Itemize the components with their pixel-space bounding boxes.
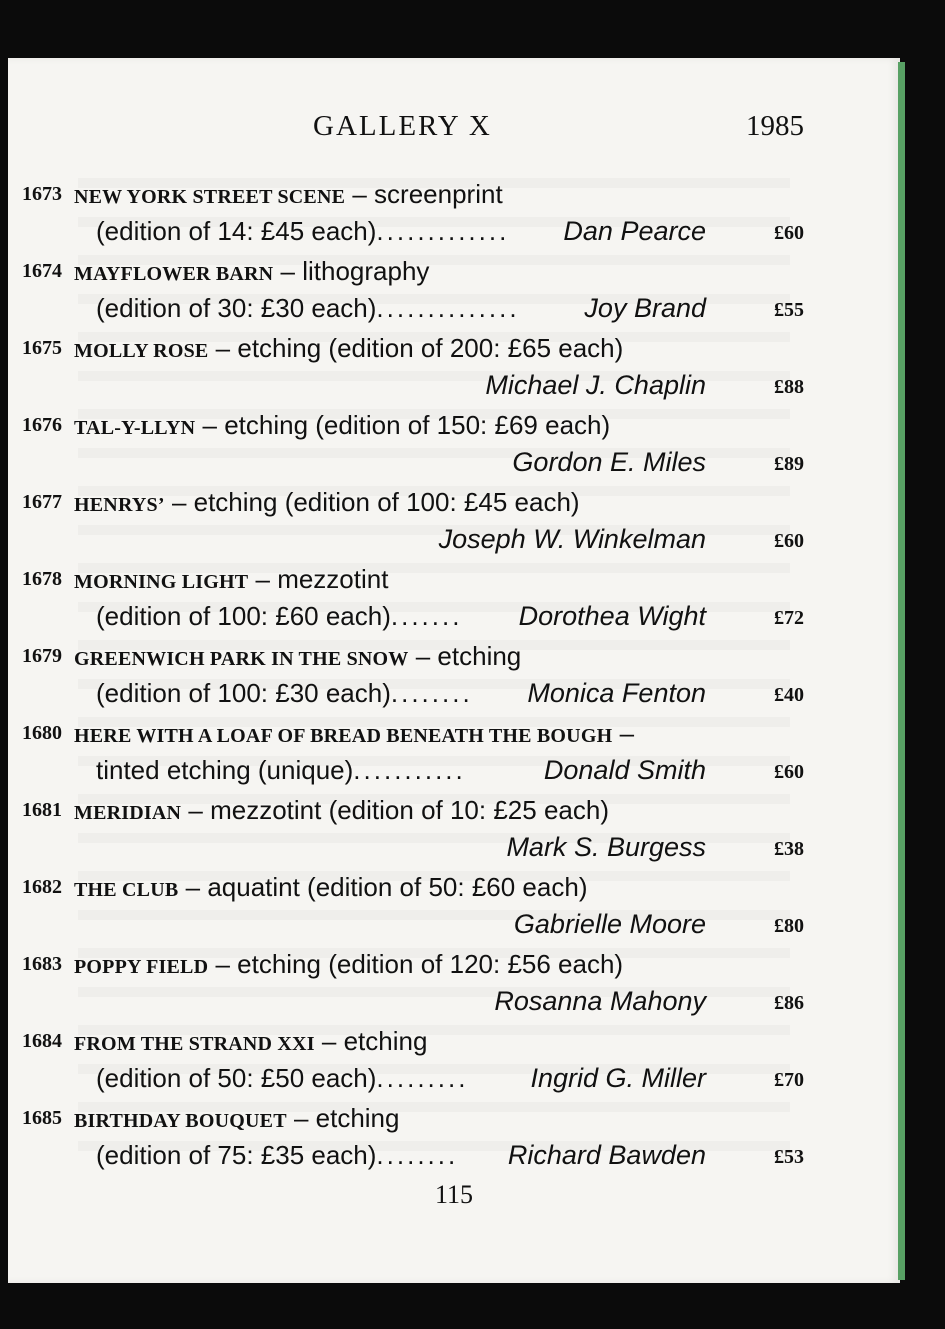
artist-name: Donald Smith — [543, 755, 706, 785]
artwork-title: MORNING LIGHT — [74, 571, 249, 593]
entry-detail-line — [8, 906, 900, 943]
artist-name: Dorothea Wight — [518, 601, 706, 631]
leader-dots: ....... — [390, 601, 463, 631]
price: £55 — [774, 299, 804, 321]
catalogue-entry — [8, 715, 900, 789]
price: £40 — [774, 684, 804, 706]
entry-title-line — [8, 561, 900, 598]
catalogue-entry — [8, 561, 900, 635]
price: £70 — [774, 1069, 804, 1091]
medium-description: – lithography — [273, 256, 430, 286]
leader-dots: .............. — [376, 293, 520, 323]
lot-number: 1683 — [22, 953, 62, 975]
entry-detail-line — [8, 290, 900, 327]
catalogue-page — [8, 58, 900, 1283]
medium-description: – etching — [286, 1103, 400, 1133]
catalogue-entry — [8, 176, 900, 250]
lot-number: 1676 — [22, 414, 62, 436]
lot-number: 1682 — [22, 876, 62, 898]
artwork-title: BIRTHDAY BOUQUET — [74, 1110, 287, 1132]
medium-description: – etching — [408, 641, 522, 671]
medium-description: – etching — [314, 1026, 428, 1056]
lot-number: 1685 — [22, 1107, 62, 1129]
entry-detail-line — [8, 521, 900, 558]
leader-dots: ......... — [376, 1063, 469, 1093]
lot-number: 1680 — [22, 722, 62, 744]
artwork-title: NEW YORK STREET SCENE — [74, 186, 346, 208]
medium-description: – etching (edition of 200: £65 each) — [208, 333, 624, 363]
catalogue-entry — [8, 330, 900, 404]
artwork-title: FROM THE STRAND XXI — [74, 1033, 315, 1055]
price: £60 — [774, 530, 804, 552]
price: £38 — [774, 838, 804, 860]
artist-name: Richard Bawden — [507, 1140, 706, 1170]
entry-detail-line — [8, 444, 900, 481]
lot-number: 1673 — [22, 183, 62, 205]
price: £60 — [774, 222, 804, 244]
price: £80 — [774, 915, 804, 937]
catalogue-entry — [8, 1023, 900, 1097]
catalogue-entry — [8, 638, 900, 712]
artwork-title: HENRYS’ — [74, 494, 165, 516]
catalogue-entries — [8, 176, 900, 1177]
medium-description: – etching (edition of 120: £56 each) — [208, 949, 624, 979]
lot-number: 1678 — [22, 568, 62, 590]
medium-description: – aquatint (edition of 50: £60 each) — [178, 872, 588, 902]
entry-title-line — [8, 176, 900, 213]
artist-name: Mark S. Burgess — [506, 832, 706, 862]
page-header — [8, 110, 900, 146]
artist-name: Gabrielle Moore — [513, 909, 706, 939]
catalogue-entry — [8, 792, 900, 866]
artwork-title: HERE WITH A LOAF OF BREAD BENEATH THE BOUGH — [74, 725, 613, 747]
medium-description: – — [612, 718, 635, 748]
lot-number: 1677 — [22, 491, 62, 513]
entry-detail-line — [8, 598, 900, 635]
artist-name: Joseph W. Winkelman — [438, 524, 706, 554]
entry-title-line — [8, 869, 900, 906]
artist-name: Ingrid G. Miller — [530, 1063, 706, 1093]
page-number: 115 — [434, 1180, 474, 1209]
price: £89 — [774, 453, 804, 475]
artwork-title: MAYFLOWER BARN — [74, 263, 274, 285]
book-cover-edge — [898, 62, 905, 1280]
year-label: 1985 — [746, 110, 804, 142]
entry-detail-line — [8, 1137, 900, 1174]
edition-details: (edition of 75: £35 each) — [96, 1140, 377, 1170]
price: £88 — [774, 376, 804, 398]
leader-dots: ........... — [353, 755, 466, 785]
entry-title-line — [8, 407, 900, 444]
edition-details: tinted etching (unique) — [96, 755, 354, 785]
lot-number: 1679 — [22, 645, 62, 667]
leader-dots: ............. — [376, 216, 510, 246]
entry-detail-line — [8, 213, 900, 250]
artwork-title: POPPY FIELD — [74, 956, 209, 978]
catalogue-entry — [8, 946, 900, 1020]
artist-name: Michael J. Chaplin — [485, 370, 706, 400]
price: £72 — [774, 607, 804, 629]
medium-description: – etching (edition of 100: £45 each) — [164, 487, 580, 517]
entry-detail-line — [8, 752, 900, 789]
lot-number: 1674 — [22, 260, 62, 282]
artist-name: Rosanna Mahony — [494, 986, 706, 1016]
catalogue-entry — [8, 869, 900, 943]
price: £60 — [774, 761, 804, 783]
artwork-title: TAL-Y-LLYN — [74, 417, 196, 439]
medium-description: – mezzotint (edition of 10: £25 each) — [181, 795, 609, 825]
artwork-title: MERIDIAN — [74, 802, 182, 824]
entry-title-line — [8, 1100, 900, 1137]
entry-detail-line — [8, 983, 900, 1020]
edition-details: (edition of 100: £60 each) — [96, 601, 391, 631]
edition-details: (edition of 50: £50 each) — [96, 1063, 377, 1093]
entry-detail-line — [8, 1060, 900, 1097]
section-title: GALLERY X — [313, 110, 492, 142]
artwork-title: GREENWICH PARK IN THE SNOW — [74, 648, 409, 670]
entry-detail-line — [8, 367, 900, 404]
lot-number: 1684 — [22, 1030, 62, 1052]
lot-number: 1681 — [22, 799, 62, 821]
entry-title-line — [8, 484, 900, 521]
medium-description: – mezzotint — [248, 564, 389, 594]
price: £86 — [774, 992, 804, 1014]
medium-description: – etching (edition of 150: £69 each) — [195, 410, 611, 440]
artist-name: Joy Brand — [584, 293, 706, 323]
entry-title-line — [8, 946, 900, 983]
artwork-title: THE CLUB — [74, 879, 179, 901]
leader-dots: ........ — [390, 678, 473, 708]
entry-title-line — [8, 330, 900, 367]
entry-title-line — [8, 792, 900, 829]
artist-name: Dan Pearce — [563, 216, 706, 246]
catalogue-entry — [8, 253, 900, 327]
entry-detail-line — [8, 675, 900, 712]
artist-name: Gordon E. Miles — [512, 447, 706, 477]
entry-title-line — [8, 1023, 900, 1060]
entry-title-line — [8, 715, 900, 752]
catalogue-entry — [8, 407, 900, 481]
lot-number: 1675 — [22, 337, 62, 359]
entry-title-line — [8, 253, 900, 290]
edition-details: (edition of 30: £30 each) — [96, 293, 377, 323]
leader-dots: ........ — [376, 1140, 459, 1170]
edition-details: (edition of 100: £30 each) — [96, 678, 391, 708]
catalogue-entry — [8, 484, 900, 558]
artwork-title: MOLLY ROSE — [74, 340, 209, 362]
entry-detail-line — [8, 829, 900, 866]
edition-details: (edition of 14: £45 each) — [96, 216, 377, 246]
price: £53 — [774, 1146, 804, 1168]
catalogue-entry — [8, 1100, 900, 1174]
entry-title-line — [8, 638, 900, 675]
artist-name: Monica Fenton — [527, 678, 706, 708]
medium-description: – screenprint — [345, 179, 503, 209]
